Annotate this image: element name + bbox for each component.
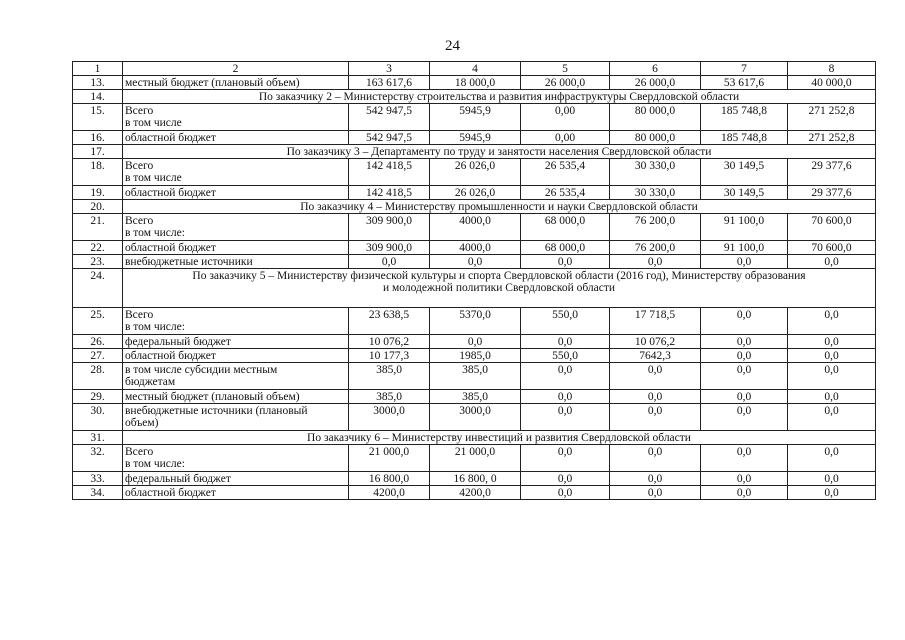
value-cell: 0,0 (701, 335, 788, 349)
section-row (73, 90, 876, 104)
row-number: 26. (73, 335, 123, 349)
row-number: 24. (73, 269, 123, 308)
value-cell: 26 535,4 (521, 159, 610, 186)
value-cell: 29 377,6 (788, 159, 876, 186)
value-cell: 0,00 (521, 131, 610, 145)
value-cell: 53 617,6 (701, 76, 788, 90)
value-cell: 385,0 (430, 390, 521, 404)
row-label: Всего в том числе (123, 159, 349, 186)
row-label: Всего в том числе: (123, 308, 349, 335)
value-cell: 4000,0 (430, 214, 521, 241)
row-number: 19. (73, 186, 123, 200)
value-cell: 0,0 (349, 255, 430, 269)
row-label: областной бюджет (123, 349, 349, 363)
row-number: 25. (73, 308, 123, 335)
value-cell: 542 947,5 (349, 104, 430, 131)
value-cell: 550,0 (521, 349, 610, 363)
section-row (73, 431, 876, 445)
value-cell: 0,0 (521, 390, 610, 404)
table-row (73, 186, 876, 200)
table-row (73, 104, 876, 131)
value-cell: 4000,0 (430, 241, 521, 255)
value-cell: 16 800,0 (349, 472, 430, 486)
value-cell: 0,0 (701, 308, 788, 335)
value-cell: 5945,9 (430, 104, 521, 131)
section-title: По заказчику 4 – Министерству промышленности и науки Свердловской области (123, 200, 876, 214)
value-cell: 30 149,5 (701, 186, 788, 200)
row-label: Всего в том числе: (123, 445, 349, 472)
section-title: По заказчику 6 – Министерству инвестиций и развития Свердловской области (123, 431, 876, 445)
row-number: 32. (73, 445, 123, 472)
row-label: федеральный бюджет (123, 472, 349, 486)
value-cell: 0,0 (701, 472, 788, 486)
section-title: По заказчику 5 – Министерству физической культуры и спорта Свердловской области (2016 год), Министерству образования и молодежной политики Свердловской области (123, 269, 876, 308)
value-cell: 0,0 (788, 472, 876, 486)
row-label: федеральный бюджет (123, 335, 349, 349)
value-cell: 0,0 (610, 445, 701, 472)
value-cell: 385,0 (349, 363, 430, 390)
section-row (73, 269, 876, 308)
value-cell: 0,0 (788, 404, 876, 431)
value-cell: 0,0 (521, 335, 610, 349)
value-cell: 30 330,0 (610, 159, 701, 186)
value-cell: 309 900,0 (349, 214, 430, 241)
row-label: Всего в том числе (123, 104, 349, 131)
value-cell: 0,0 (701, 404, 788, 431)
value-cell: 142 418,5 (349, 186, 430, 200)
value-cell: 70 600,0 (788, 214, 876, 241)
value-cell: 0,00 (521, 104, 610, 131)
value-cell: 142 418,5 (349, 159, 430, 186)
value-cell: 185 748,8 (701, 131, 788, 145)
value-cell: 0,0 (701, 255, 788, 269)
row-number: 29. (73, 390, 123, 404)
value-cell: 80 000,0 (610, 131, 701, 145)
value-cell: 21 000,0 (349, 445, 430, 472)
row-number: 33. (73, 472, 123, 486)
header-cell: 5 (521, 62, 610, 76)
table-row (73, 404, 876, 431)
value-cell: 10 076,2 (610, 335, 701, 349)
value-cell: 0,0 (701, 445, 788, 472)
row-label: Всего в том числе: (123, 214, 349, 241)
row-number: 17. (73, 145, 123, 159)
value-cell: 7642,3 (610, 349, 701, 363)
row-number: 16. (73, 131, 123, 145)
value-cell: 26 026,0 (430, 159, 521, 186)
row-label: областной бюджет (123, 131, 349, 145)
table-row (73, 472, 876, 486)
value-cell: 0,0 (521, 486, 610, 500)
value-cell: 0,0 (430, 255, 521, 269)
table-row (73, 255, 876, 269)
table-row (73, 214, 876, 241)
header-cell: 1 (73, 62, 123, 76)
row-label: областной бюджет (123, 241, 349, 255)
table-row (73, 445, 876, 472)
page-number: 24 (445, 38, 460, 54)
value-cell: 68 000,0 (521, 241, 610, 255)
table-row (73, 159, 876, 186)
value-cell: 0,0 (788, 486, 876, 500)
row-number: 13. (73, 76, 123, 90)
value-cell: 0,0 (788, 349, 876, 363)
value-cell: 0,0 (610, 363, 701, 390)
table-row (73, 241, 876, 255)
value-cell: 17 718,5 (610, 308, 701, 335)
row-label: местный бюджет (плановый объем) (123, 390, 349, 404)
value-cell: 10 177,3 (349, 349, 430, 363)
value-cell: 0,0 (610, 404, 701, 431)
value-cell: 0,0 (610, 390, 701, 404)
value-cell: 76 200,0 (610, 241, 701, 255)
value-cell: 0,0 (521, 472, 610, 486)
value-cell: 0,0 (430, 335, 521, 349)
value-cell: 10 076,2 (349, 335, 430, 349)
row-label: в том числе субсидии местным бюджетам (123, 363, 349, 390)
value-cell: 76 200,0 (610, 214, 701, 241)
value-cell: 0,0 (521, 255, 610, 269)
header-cell: 3 (349, 62, 430, 76)
value-cell: 542 947,5 (349, 131, 430, 145)
value-cell: 0,0 (610, 472, 701, 486)
row-number: 22. (73, 241, 123, 255)
value-cell: 68 000,0 (521, 214, 610, 241)
value-cell: 4200,0 (349, 486, 430, 500)
section-row (73, 145, 876, 159)
table-row (73, 349, 876, 363)
value-cell: 16 800, 0 (430, 472, 521, 486)
value-cell: 5370,0 (430, 308, 521, 335)
row-number: 28. (73, 363, 123, 390)
value-cell: 70 600,0 (788, 241, 876, 255)
value-cell: 0,0 (701, 390, 788, 404)
value-cell: 26 535,4 (521, 186, 610, 200)
row-number: 15. (73, 104, 123, 131)
value-cell: 5945,9 (430, 131, 521, 145)
value-cell: 26 000,0 (610, 76, 701, 90)
value-cell: 0,0 (610, 255, 701, 269)
value-cell: 4200,0 (430, 486, 521, 500)
value-cell: 23 638,5 (349, 308, 430, 335)
value-cell: 271 252,8 (788, 104, 876, 131)
row-number: 34. (73, 486, 123, 500)
value-cell: 3000,0 (349, 404, 430, 431)
value-cell: 0,0 (701, 486, 788, 500)
header-cell: 2 (123, 62, 349, 76)
value-cell: 30 149,5 (701, 159, 788, 186)
header-cell: 8 (788, 62, 876, 76)
table-row (73, 486, 876, 500)
value-cell: 0,0 (788, 255, 876, 269)
row-number: 20. (73, 200, 123, 214)
header-row (73, 62, 876, 76)
row-label: областной бюджет (123, 486, 349, 500)
value-cell: 1985,0 (430, 349, 521, 363)
value-cell: 91 100,0 (701, 214, 788, 241)
value-cell: 0,0 (701, 349, 788, 363)
value-cell: 0,0 (788, 308, 876, 335)
value-cell: 0,0 (788, 445, 876, 472)
value-cell: 26 026,0 (430, 186, 521, 200)
value-cell: 80 000,0 (610, 104, 701, 131)
row-number: 14. (73, 90, 123, 104)
row-number: 30. (73, 404, 123, 431)
row-number: 27. (73, 349, 123, 363)
value-cell: 0,0 (521, 445, 610, 472)
value-cell: 30 330,0 (610, 186, 701, 200)
value-cell: 3000,0 (430, 404, 521, 431)
row-number: 18. (73, 159, 123, 186)
value-cell: 0,0 (788, 363, 876, 390)
row-number: 21. (73, 214, 123, 241)
table-row (73, 131, 876, 145)
table-row (73, 363, 876, 390)
row-label: внебюджетные источники (плановый объем) (123, 404, 349, 431)
value-cell: 385,0 (349, 390, 430, 404)
value-cell: 385,0 (430, 363, 521, 390)
value-cell: 163 617,6 (349, 76, 430, 90)
budget-table (72, 61, 876, 500)
value-cell: 21 000,0 (430, 445, 521, 472)
table-body (73, 62, 876, 500)
table-row (73, 390, 876, 404)
row-number: 23. (73, 255, 123, 269)
header-cell: 7 (701, 62, 788, 76)
value-cell: 29 377,6 (788, 186, 876, 200)
section-row (73, 200, 876, 214)
value-cell: 0,0 (521, 404, 610, 431)
value-cell: 0,0 (610, 486, 701, 500)
value-cell: 40 000,0 (788, 76, 876, 90)
value-cell: 185 748,8 (701, 104, 788, 131)
value-cell: 91 100,0 (701, 241, 788, 255)
value-cell: 26 000,0 (521, 76, 610, 90)
value-cell: 0,0 (788, 335, 876, 349)
table-row (73, 335, 876, 349)
header-cell: 4 (430, 62, 521, 76)
value-cell: 18 000,0 (430, 76, 521, 90)
row-number: 31. (73, 431, 123, 445)
table-row (73, 76, 876, 90)
row-label: внебюджетные источники (123, 255, 349, 269)
value-cell: 550,0 (521, 308, 610, 335)
header-cell: 6 (610, 62, 701, 76)
row-label: областной бюджет (123, 186, 349, 200)
value-cell: 271 252,8 (788, 131, 876, 145)
row-label: местный бюджет (плановый объем) (123, 76, 349, 90)
value-cell: 0,0 (701, 363, 788, 390)
value-cell: 0,0 (521, 363, 610, 390)
value-cell: 309 900,0 (349, 241, 430, 255)
value-cell: 0,0 (788, 390, 876, 404)
section-title: По заказчику 3 – Департаменту по труду и занятости населения Свердловской области (123, 145, 876, 159)
section-title: По заказчику 2 – Министерству строительства и развития инфраструктуры Свердловской области (123, 90, 876, 104)
table-row (73, 308, 876, 335)
